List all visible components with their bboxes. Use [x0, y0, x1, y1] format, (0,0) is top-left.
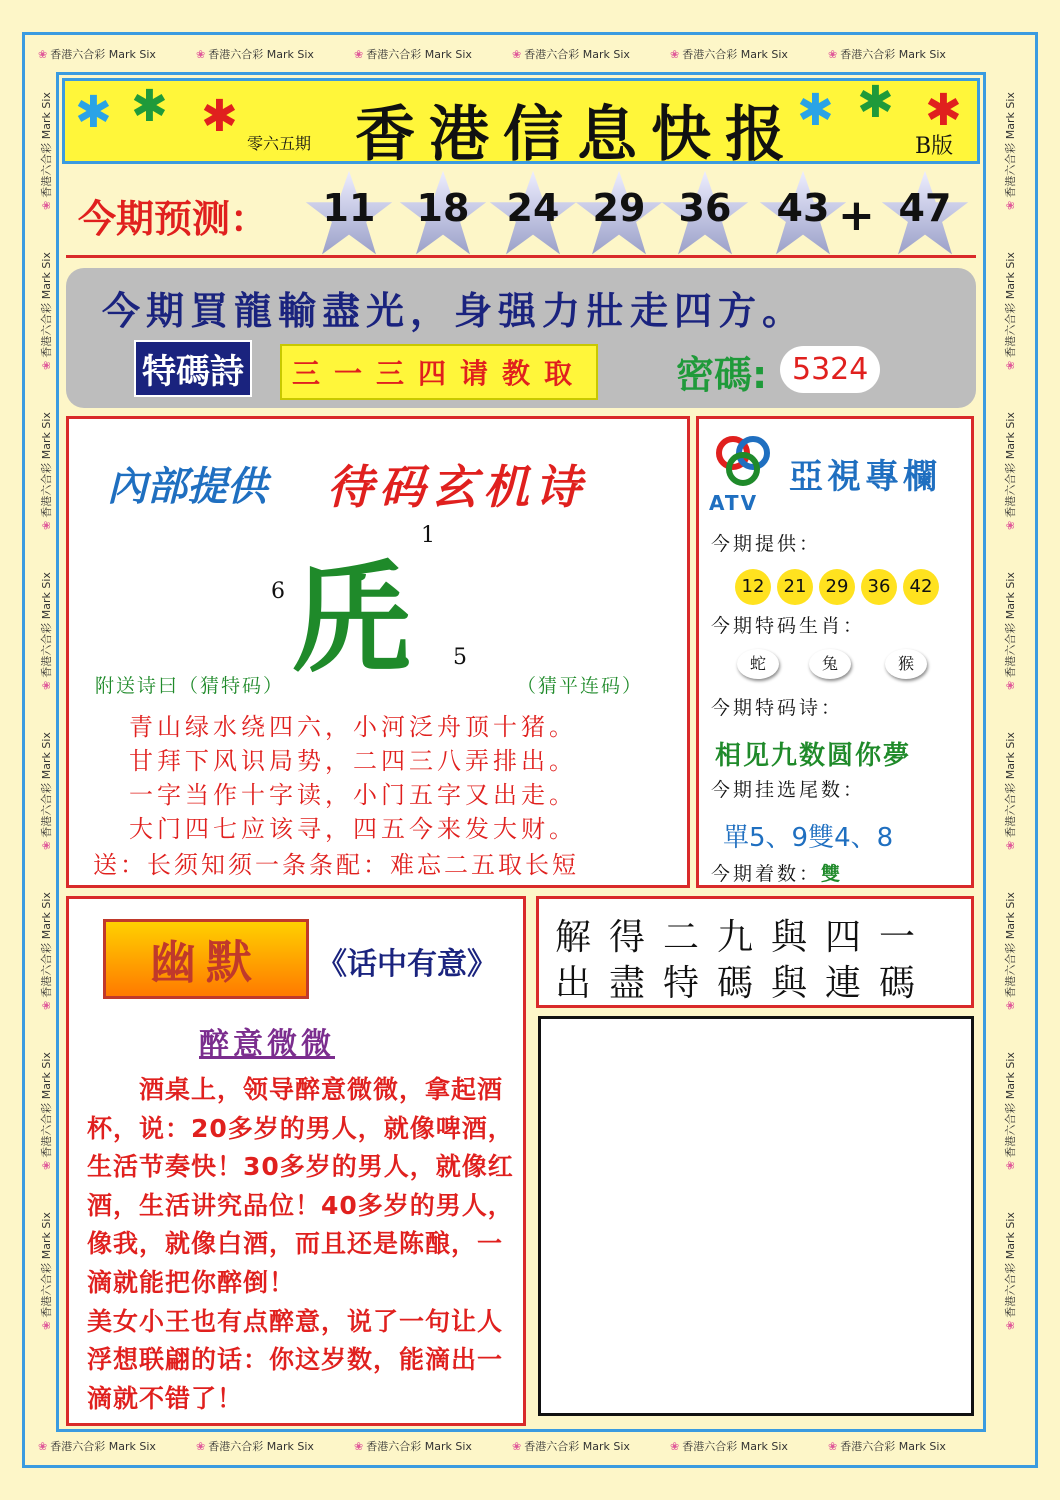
humor-badge: [103, 919, 309, 999]
header-banner: [62, 77, 980, 170]
watermark: ❀香港六合彩 Mark Six: [40, 412, 53, 530]
slogan-line: 今期買龍輸盡光，身强力壯走四方。: [102, 289, 807, 333]
poem-line: 大门四七应该寻，四五今来发大财。: [129, 815, 577, 843]
prediction-number-star: [304, 168, 394, 258]
prediction-number-star: [880, 168, 970, 258]
zodiac-badge: 猴: [885, 649, 927, 679]
watermark: ❀香港六合彩 Mark Six: [1004, 572, 1017, 690]
atv-zodiac-label: 今期特码生肖：: [711, 615, 866, 637]
asterisk-icon: ✱: [797, 85, 834, 136]
prediction-number-star: [660, 168, 750, 258]
tm-poem-text: 三一三四请教取: [280, 344, 598, 400]
poem-line: 甘拜下风识局势，二四三八弄排出。: [129, 747, 577, 775]
watermark: ❀ 香港六合彩 Mark Six: [354, 48, 472, 61]
poem-line: 一字当作十字读，小门五字又出走。: [129, 781, 577, 809]
number-ball: 36: [861, 569, 897, 605]
watermark: ❀ 香港六合彩 Mark Six: [512, 1440, 630, 1453]
poem-heading-right: 待码玄机诗: [327, 460, 587, 514]
watermark: ❀香港六合彩 Mark Six: [40, 892, 53, 1010]
prediction-number: 11: [322, 186, 376, 230]
prediction-label: 今期预测：: [78, 197, 269, 241]
prediction-number-star: [488, 168, 578, 258]
watermark: ❀香港六合彩 Mark Six: [40, 1052, 53, 1170]
hint-box: [536, 896, 974, 1008]
prediction-number-star: [758, 168, 848, 258]
atv-poem-label: 今期特码诗：: [711, 697, 844, 719]
watermark: ❀ 香港六合彩 Mark Six: [670, 48, 788, 61]
page-title: 香港信息快报: [355, 100, 799, 170]
blank-panel: [538, 1016, 974, 1416]
watermark: ❀香港六合彩 Mark Six: [40, 572, 53, 690]
atv-title: 亞視專欄: [789, 457, 941, 497]
prediction-number: 18: [416, 186, 470, 230]
number-ball: 12: [735, 569, 771, 605]
atv-tail-label: 今期挂选尾数：: [711, 779, 866, 801]
watermark: ❀香港六合彩 Mark Six: [1004, 412, 1017, 530]
humor-badge-text: 幽默: [150, 935, 262, 989]
prediction-number: 47: [898, 186, 952, 230]
edition-label: B版: [915, 134, 954, 159]
prediction-number-star: [398, 168, 488, 258]
watermark: ❀ 香港六合彩 Mark Six: [828, 1440, 946, 1453]
guess-label-right: （猜平连码）: [517, 675, 644, 697]
number-ball: 21: [777, 569, 813, 605]
humor-subtitle: 《话中有意》: [317, 947, 497, 982]
divider: [66, 255, 976, 258]
humor-box: [66, 896, 526, 1426]
watermark: ❀香港六合彩 Mark Six: [1004, 92, 1017, 210]
watermark: ❀香港六合彩 Mark Six: [40, 252, 53, 370]
watermark: ❀ 香港六合彩 Mark Six: [670, 1440, 788, 1453]
asterisk-icon: ✱: [75, 87, 112, 138]
asterisk-icon: ✱: [201, 91, 238, 142]
watermark: ❀ 香港六合彩 Mark Six: [196, 48, 314, 61]
prediction-number: 24: [506, 186, 560, 230]
asterisk-icon: ✱: [131, 81, 168, 132]
prediction-number: 29: [592, 186, 646, 230]
plus-sign: +: [838, 190, 875, 241]
humor-title: 醉意微微: [199, 1027, 335, 1062]
prediction-number-star: [574, 168, 664, 258]
humor-paragraph: 美女小王也有点醉意，说了一句让人浮想联翩的话：你这岁数，能滴出一滴就不错了！: [87, 1306, 504, 1413]
watermark: ❀香港六合彩 Mark Six: [40, 732, 53, 850]
atv-logo-text: ATV: [709, 491, 759, 515]
hint-line: 解得二九與四一: [555, 917, 934, 958]
watermark: ❀香港六合彩 Mark Six: [1004, 732, 1017, 850]
hint-line: 出盡特碼與連碼: [555, 963, 934, 1004]
watermark: ❀香港六合彩 Mark Six: [40, 1212, 53, 1330]
riddle-number-bottom: 5: [453, 645, 467, 670]
watermark: ❀香港六合彩 Mark Six: [1004, 1212, 1017, 1330]
poem-line: 青山绿水绕四六，小河泛舟顶十猪。: [129, 713, 577, 741]
atv-provide-label: 今期提供：: [711, 533, 822, 555]
password-label: 密碼:: [676, 353, 768, 397]
zodiac-badge: 蛇: [737, 649, 779, 679]
riddle-character: 兏: [291, 550, 411, 689]
atv-pick-row: [711, 859, 843, 886]
issue-number: 零六五期: [247, 134, 312, 153]
watermark: ❀ 香港六合彩 Mark Six: [38, 48, 156, 61]
watermark: ❀ 香港六合彩 Mark Six: [196, 1440, 314, 1453]
atv-column: [696, 416, 974, 888]
atv-logo-icon: [713, 433, 775, 491]
watermark: ❀ 香港六合彩 Mark Six: [828, 48, 946, 61]
atv-pick-value: 雙: [821, 863, 844, 885]
prediction-number: 36: [678, 186, 732, 230]
watermark: ❀ 香港六合彩 Mark Six: [354, 1440, 472, 1453]
watermark: ❀ 香港六合彩 Mark Six: [512, 48, 630, 61]
humor-text: [87, 1071, 517, 1418]
tm-poem-label: 特碼詩: [134, 340, 252, 397]
asterisk-icon: ✱: [925, 85, 962, 136]
poem-send-line: 送：长须知须一条条配：难忘二五取长短: [93, 851, 579, 879]
number-ball: 42: [903, 569, 939, 605]
poem-box: [66, 416, 690, 888]
atv-tail-value: 單5、9雙4、8: [723, 823, 894, 853]
slogan-box: [66, 268, 976, 408]
poem-heading-left: 內部提供: [107, 464, 267, 510]
humor-paragraph: 酒桌上，领导醉意微微，拿起酒杯，说：20多岁的男人，就像啤酒，生活节奏快！30多岁的男人，就像红酒，生活讲究品位！40多岁的男人，像我，就像白酒，而且还是陈酿，一滴就能把你醉倒！: [87, 1075, 514, 1297]
atv-pick-label: 今期着数：: [711, 863, 822, 885]
asterisk-icon: ✱: [857, 77, 894, 128]
number-ball: 29: [819, 569, 855, 605]
prediction-number: 43: [776, 186, 830, 230]
zodiac-badge: 兔: [809, 649, 851, 679]
riddle-number-left: 6: [271, 579, 285, 604]
watermark: ❀香港六合彩 Mark Six: [1004, 892, 1017, 1010]
watermark: ❀香港六合彩 Mark Six: [1004, 252, 1017, 370]
riddle-number-top: 1: [421, 523, 435, 548]
watermark: ❀ 香港六合彩 Mark Six: [38, 1440, 156, 1453]
password-value: 5324: [780, 346, 880, 393]
watermark: ❀香港六合彩 Mark Six: [1004, 1052, 1017, 1170]
guess-label-left: 附送诗曰（猜特码）: [95, 675, 285, 697]
atv-poem: 相见九数圆你夢: [715, 741, 912, 771]
watermark: ❀香港六合彩 Mark Six: [40, 92, 53, 210]
